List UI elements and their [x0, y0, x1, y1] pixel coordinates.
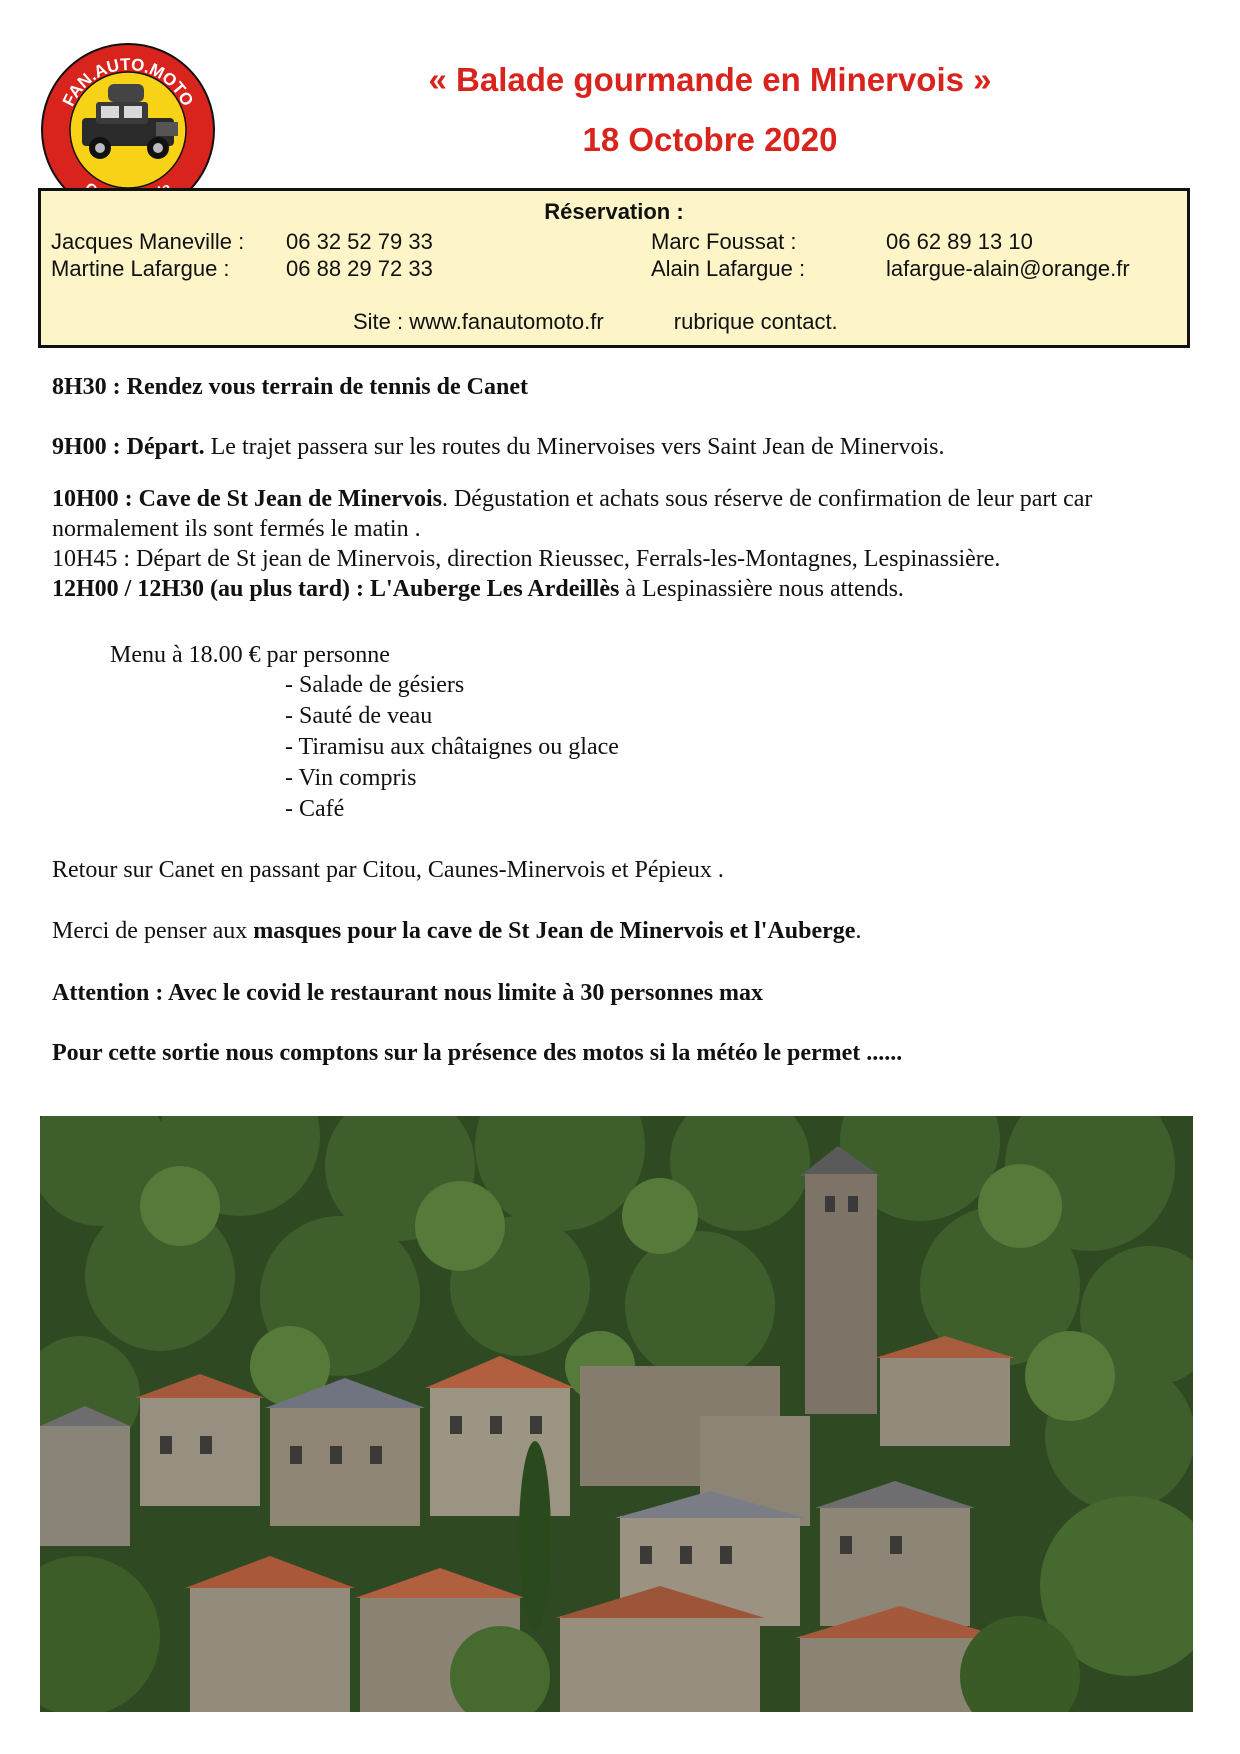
contact-name: Jacques Maneville :: [51, 229, 245, 254]
site-link[interactable]: Site : www.fanautomoto.fr: [353, 309, 604, 334]
menu-item: - Café: [285, 796, 345, 822]
contact-phone: 06 32 52 79 33: [286, 229, 433, 254]
village-photo: [40, 1116, 1193, 1712]
contact-name: Marc Foussat :: [651, 229, 797, 254]
menu-item: - Sauté de veau: [285, 703, 433, 729]
page-title: [330, 50, 1090, 170]
contact-phone: 06 62 89 13 10: [886, 229, 1033, 254]
svg-text:FAN.AUTO.MOTO: FAN.AUTO.MOTO: [58, 54, 198, 110]
contact-name: Alain Lafargue :: [651, 256, 806, 281]
menu-title: Menu à 18.00 € par personne: [110, 642, 390, 668]
menu-list: [285, 670, 619, 825]
reservation-heading: Réservation :: [544, 199, 684, 224]
contact-row: [51, 256, 1181, 284]
return-route: Retour sur Canet en passant par Citou, Caunes-Minervois et Pépieux .: [52, 857, 724, 883]
contact-row: [51, 229, 1181, 257]
site-note: rubrique contact.: [673, 309, 838, 334]
motos-note: Pour cette sortie nous comptons sur la présence des motos si la météo le permet ......: [52, 1040, 903, 1066]
program-step-departure: 9H00 : Départ. Le trajet passera sur les routes du Minervoises vers Saint Jean de Minervois.: [52, 434, 945, 460]
program-step-cave: 10H00 : Cave de St Jean de Minervois. Dégustation et achats sous réserve de confirmation de leur part car normalement ils sont fermés le matin . 10H45 : Départ de St jean de Minervois, direction Rieussec, Ferrals-les-Montagnes, Lespinassière. 12H00 / 12H30 (au plus tard) : L'Auberge Les Ardeillès à Lespinassière nous attends.: [52, 484, 1202, 604]
village-illustration: [40, 1116, 1193, 1712]
masks-note: Merci de penser aux masques pour la cave de St Jean de Minervois et l'Auberge.: [52, 918, 862, 944]
menu-item: - Salade de gésiers: [285, 672, 465, 698]
program-step-1045: 10H45 : Départ de St jean de Minervois, direction Rieussec, Ferrals-les-Montagnes, Lespinassière.: [52, 546, 1001, 572]
attention-note: Attention : Avec le covid le restaurant nous limite à 30 personnes max: [52, 980, 764, 1006]
program-step-meeting: 8H30 : Rendez vous terrain de tennis de Canet: [52, 374, 528, 400]
contact-name: Martine Lafargue :: [51, 256, 230, 281]
menu-item: - Tiramisu aux châtaignes ou glace: [285, 734, 619, 760]
menu-item: - Vin compris: [285, 765, 417, 791]
reservation-box: [38, 188, 1190, 348]
site-line: [353, 309, 902, 335]
stone-tower: [800, 1146, 880, 1414]
contact-phone: 06 88 29 72 33: [286, 256, 433, 281]
program-step-lunch: 12H00 / 12H30 (au plus tard) : L'Auberge Les Ardeillès à Lespinassière nous attends.: [52, 576, 904, 602]
title-date: 18 Octobre 2020: [582, 121, 838, 158]
contact-email-link[interactable]: lafargue-alain@orange.fr: [886, 256, 1130, 281]
title-event: « Balade gourmande en Minervois »: [428, 61, 992, 98]
